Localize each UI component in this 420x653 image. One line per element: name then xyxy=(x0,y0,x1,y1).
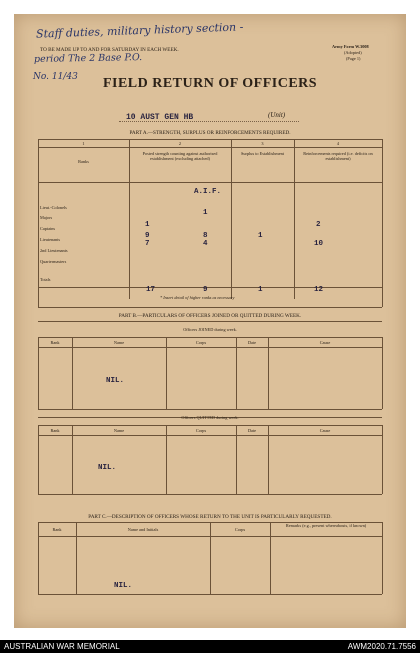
part-a-header-line xyxy=(38,182,382,183)
rank-majors: Majors xyxy=(40,215,53,220)
joined-col-divider-4 xyxy=(268,337,269,409)
part-a-num-line xyxy=(38,147,382,148)
quitted-border-left xyxy=(38,425,39,494)
rank-totals: Totals xyxy=(40,277,51,282)
quitted-header-line xyxy=(38,435,382,436)
document-page xyxy=(14,14,406,628)
quitted-col-cause: Cause xyxy=(319,428,331,433)
total-posted: 9 xyxy=(203,286,208,294)
quitted-title-line xyxy=(38,425,382,426)
part-a-col-divider-3 xyxy=(294,139,295,299)
form-number: Army Form W.3008 xyxy=(332,44,369,49)
part-c-border-right xyxy=(382,522,383,594)
part-c-col-rank: Rank xyxy=(52,527,62,532)
joined-col-name: Name xyxy=(113,340,125,345)
part-a-border-right xyxy=(382,139,383,307)
aif-label: A.I.F. xyxy=(194,188,222,196)
joined-header-line xyxy=(38,347,382,348)
part-a-total-line xyxy=(38,287,382,288)
joined-col-divider-1 xyxy=(72,337,73,409)
joined-border-left xyxy=(38,337,39,409)
part-b-heading: PART B.—PARTICULARS OF OFFICERS JOINED OR QUITTED DURING WEEK. xyxy=(118,313,302,319)
part-c-border-left xyxy=(38,522,39,594)
joined-border-right xyxy=(382,337,383,409)
col-num-1: 1 xyxy=(82,141,85,146)
part-c-col-divider-2 xyxy=(210,522,211,594)
rank-lieutenants: Lieutenants xyxy=(40,237,61,242)
part-a-top-line xyxy=(38,139,382,140)
part-c-col-corps: Corps xyxy=(234,527,246,532)
form-page: (Page 1) xyxy=(346,56,361,61)
part-c-col-remarks: Remarks (e.g., present whereabouts, if known) xyxy=(285,523,367,528)
quitted-border-right xyxy=(382,425,383,494)
joined-nil-entry: NIL. xyxy=(106,377,125,385)
captains-reinf: 2 xyxy=(316,221,321,229)
rank-2nd-lieutenants: 2nd Lieutenants xyxy=(40,248,68,253)
quitted-col-divider-4 xyxy=(268,425,269,494)
part-a-footnote: * Insert detail of higher ranks as necessary xyxy=(160,295,235,300)
part-c-col-divider-3 xyxy=(270,522,271,594)
lieutenants-left: 9 xyxy=(145,232,150,240)
part-a-bottom-line xyxy=(38,307,382,308)
form-adopted: (Adopted) xyxy=(344,50,362,55)
part-c-nil-entry: NIL. xyxy=(114,582,133,590)
quitted-nil-entry: NIL. xyxy=(98,464,117,472)
joined-col-divider-3 xyxy=(236,337,237,409)
quitted-col-date: Date xyxy=(247,428,257,433)
joined-col-corps: Corps xyxy=(195,340,207,345)
total-surplus: 1 xyxy=(258,286,263,294)
col-header-posted: Posted strength counting against authorised establishment (excluding attached) xyxy=(142,151,218,161)
part-c-col-divider-1 xyxy=(76,522,77,594)
quitted-bottom-line xyxy=(38,494,382,495)
form-title: FIELD RETURN OF OFFICERS xyxy=(102,76,318,91)
footer-accession-number: AWM2020.71.7556 xyxy=(347,642,416,651)
rank-quartermasters: Quartermasters xyxy=(40,259,67,264)
unit-underline xyxy=(119,121,299,122)
part-b-top-line xyxy=(38,321,382,322)
part-c-heading: PART C.—DESCRIPTION OF OFFICERS WHOSE RETURN TO THE UNIT IS PARTICULARLY REQUESTED. xyxy=(88,514,332,520)
lieutenants-reinf: 10 xyxy=(314,240,324,248)
col-header-ranks: Ranks xyxy=(78,159,89,164)
total-left: 17 xyxy=(146,286,156,294)
lieutenants-surplus: 1 xyxy=(258,232,263,240)
archive-footer xyxy=(0,640,420,653)
joined-title-line xyxy=(38,337,382,338)
handwritten-note-line2: period The 2 Base P.O. xyxy=(33,52,143,65)
col-header-reinf: Reinforcements required (i.e. deficits on establishment) xyxy=(303,151,373,161)
part-c-col-name: Name and Initials xyxy=(127,527,159,532)
handwritten-note-line1: Staff duties, military history section - xyxy=(35,20,244,41)
col-header-surplus: Surplus to Establishment xyxy=(241,151,284,156)
unit-label: (Unit) xyxy=(268,111,286,119)
part-a-border-left xyxy=(38,139,39,307)
joined-col-rank: Rank xyxy=(50,340,60,345)
rank-captains: Captains xyxy=(40,226,56,231)
part-a-heading: PART A.—STRENGTH, SURPLUS OR REINFORCEMENTS REQUIRED. xyxy=(129,130,291,136)
second-lt-left: 7 xyxy=(145,240,150,248)
total-reinf: 12 xyxy=(314,286,324,294)
col-num-2: 2 xyxy=(178,141,182,146)
col-num-3: 3 xyxy=(261,141,264,146)
second-lt-posted: 4 xyxy=(203,240,208,248)
joined-bottom-line xyxy=(38,409,382,410)
part-a-col-divider-1 xyxy=(129,139,130,299)
quitted-col-divider-3 xyxy=(236,425,237,494)
handwritten-ref-number: No. 11/43 xyxy=(33,72,78,82)
joined-col-date: Date xyxy=(247,340,257,345)
part-c-bottom-line xyxy=(38,594,382,595)
col-num-4: 4 xyxy=(336,141,340,146)
quitted-col-divider-1 xyxy=(72,425,73,494)
joined-col-divider-2 xyxy=(166,337,167,409)
lieutenants-posted: 8 xyxy=(203,232,208,240)
joined-title: Officers JOINED during week. xyxy=(183,327,237,332)
joined-col-cause: Cause xyxy=(319,340,331,345)
quitted-col-rank: Rank xyxy=(50,428,60,433)
part-a-col-divider-2 xyxy=(231,139,232,299)
form-instruction: TO BE MADE UP TO AND FOR SATURDAY IN EACH WEEK. xyxy=(40,47,179,53)
footer-institution: AUSTRALIAN WAR MEMORIAL xyxy=(4,642,120,651)
quitted-col-corps: Corps xyxy=(195,428,207,433)
captains-left: 1 xyxy=(145,221,150,229)
quitted-title: Officers QUITTED during week. xyxy=(181,415,239,420)
quitted-col-name: Name xyxy=(113,428,125,433)
quitted-col-divider-2 xyxy=(166,425,167,494)
rank-lieut-colonels: Lieut.-Colonels xyxy=(40,205,67,210)
majors-posted: 1 xyxy=(203,209,208,217)
unit-value: 10 AUST GEN HB xyxy=(126,113,194,122)
